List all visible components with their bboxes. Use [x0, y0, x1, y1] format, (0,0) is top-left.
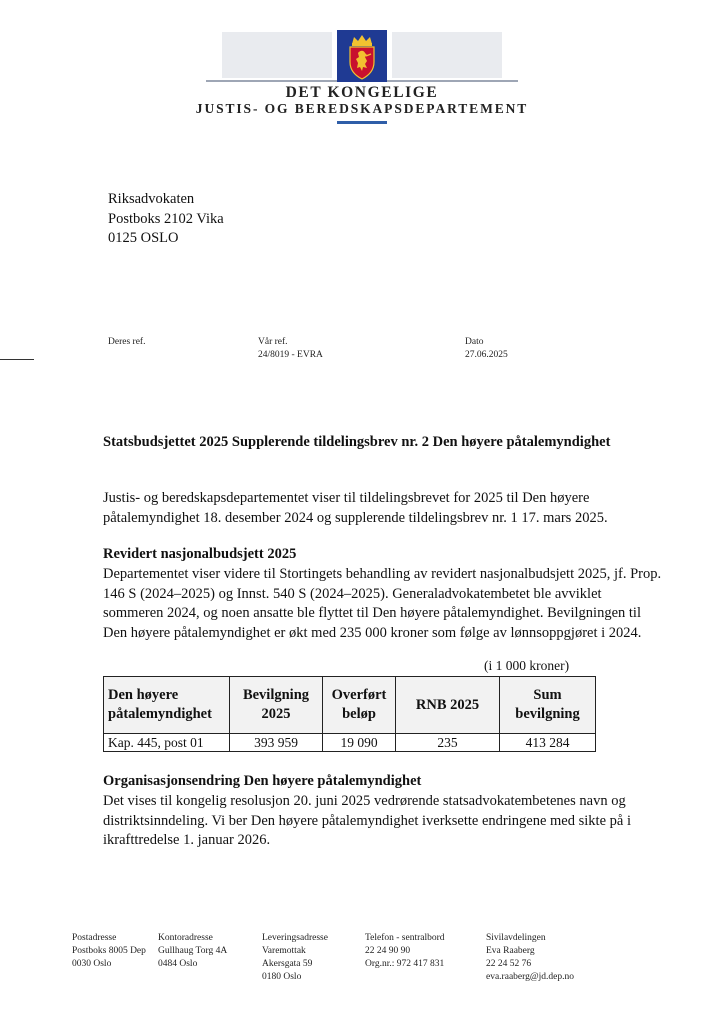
footer-kontoradresse	[158, 932, 227, 971]
footer-postadresse-line2: 0030 Oslo	[72, 959, 112, 969]
footer-telefon-number: 22 24 90 90	[365, 946, 411, 956]
footer-contact-phone: 22 24 52 76	[486, 959, 532, 969]
col-header-sum: Sum bevilgning	[500, 677, 596, 734]
letterhead-watermark-right	[392, 32, 502, 78]
letterhead-accent-rule	[337, 121, 387, 124]
cell-rnb: 235	[396, 734, 500, 752]
footer-postadresse-line1: Postboks 8005 Dep	[72, 946, 146, 956]
footer-telefon	[365, 932, 445, 971]
col-header-bevilgning: Bevilgning 2025	[230, 677, 323, 734]
letter-title: Statsbudsjettet 2025 Supplerende tildelingsbrev nr. 2 Den høyere påtalemyndighet	[103, 434, 611, 450]
footer-orgnr: Org.nr.: 972 417 831	[365, 959, 445, 969]
date-label: Dato	[465, 337, 484, 347]
cell-kapittel: Kap. 445, post 01	[104, 734, 230, 752]
col-header-rnb: RNB 2025	[396, 677, 500, 734]
footer-kontoradresse-line2: 0484 Oslo	[158, 959, 198, 969]
section-heading-org: Organisasjonsendring Den høyere påtalemyndighet	[103, 773, 422, 789]
footer-leveringsadresse	[262, 932, 328, 984]
table-row	[104, 734, 596, 752]
col-header-entity: Den høyere påtalemyndighet	[104, 677, 230, 734]
section-heading-rnb: Revidert nasjonalbudsjett 2025	[103, 546, 297, 562]
table-header-row	[104, 677, 596, 734]
cell-bevilgning: 393 959	[230, 734, 323, 752]
footer-postadresse	[72, 932, 146, 971]
footer-telefon-label: Telefon - sentralbord	[365, 933, 445, 943]
intro-paragraph: Justis- og beredskapsdepartementet viser til tildelingsbrevet for 2025 til Den høyere påtalemyndighet 18. desember 2024 og supplerende tildelingsbrev nr. 1 17. mars 2025.	[103, 490, 608, 526]
table-unit-note: (i 1 000 kroner)	[484, 658, 570, 673]
footer-contact-email[interactable]: eva.raaberg@jd.dep.no	[486, 972, 574, 982]
deres-ref	[108, 336, 145, 349]
recipient-name: Riksadvokaten	[108, 191, 195, 207]
footer-contact-name: Eva Raaberg	[486, 946, 535, 956]
date-ref	[465, 336, 508, 362]
norwegian-coat-of-arms-icon	[337, 30, 387, 82]
budget-table	[103, 676, 596, 752]
department-line2: JUSTIS- OG BEREDSKAPSDEPARTEMENT	[195, 101, 529, 116]
cell-overfort: 19 090	[323, 734, 396, 752]
fold-mark	[0, 359, 34, 360]
section-text-org: Det vises til kongelig resolusjon 20. juni 2025 vedrørende statsadvokatembetenes navn og distriktsinndeling. Vi ber Den høyere påtalemyndighet iverksette endringene med sikte på i ikrafttredelse 1. januar 2026.	[103, 793, 631, 849]
footer-kontoradresse-line1: Gullhaug Torg 4A	[158, 946, 228, 956]
department-line1: DET KONGELIGE	[285, 84, 439, 101]
var-ref-label: Vår ref.	[258, 337, 288, 347]
footer-avdeling	[486, 932, 574, 984]
date-value: 27.06.2025	[465, 350, 508, 360]
footer-leveringsadresse-line3: 0180 Oslo	[262, 972, 302, 982]
deres-ref-label: Deres ref.	[108, 337, 146, 347]
var-ref	[258, 336, 323, 362]
recipient-address	[108, 190, 224, 249]
footer-leveringsadresse-label: Leveringsadresse	[262, 933, 328, 943]
footer-postadresse-label: Postadresse	[72, 933, 117, 943]
footer-avdeling-label: Sivilavdelingen	[486, 933, 546, 943]
recipient-street: Postboks 2102 Vika	[108, 210, 224, 227]
letterhead-watermark-left	[222, 32, 332, 78]
var-ref-value: 24/8019 - EVRA	[258, 350, 323, 360]
col-header-overfort: Overført beløp	[323, 677, 396, 734]
recipient-postal: 0125 OSLO	[108, 230, 179, 246]
cell-sum: 413 284	[500, 734, 596, 752]
footer-leveringsadresse-line1: Varemottak	[262, 946, 306, 956]
section-text-rnb: Departementet viser videre til Stortingets behandling av revidert nasjonalbudsjett 2025, jf. Prop. 146 S (2024–2025) og Innst. 540 S (2024–2025). Generaladvokatembetet ble avviklet sommeren 2024, og noen ansatte ble flyttet til Den høyere påtalemyndighet. Bevilgningen til Den høyere påtalemyndighet er økt med 235 000 kroner som følge av lønnsoppgjøret i 2024.	[103, 566, 662, 641]
footer-kontoradresse-label: Kontoradresse	[158, 933, 213, 943]
footer-leveringsadresse-line2: Akersgata 59	[262, 959, 313, 969]
